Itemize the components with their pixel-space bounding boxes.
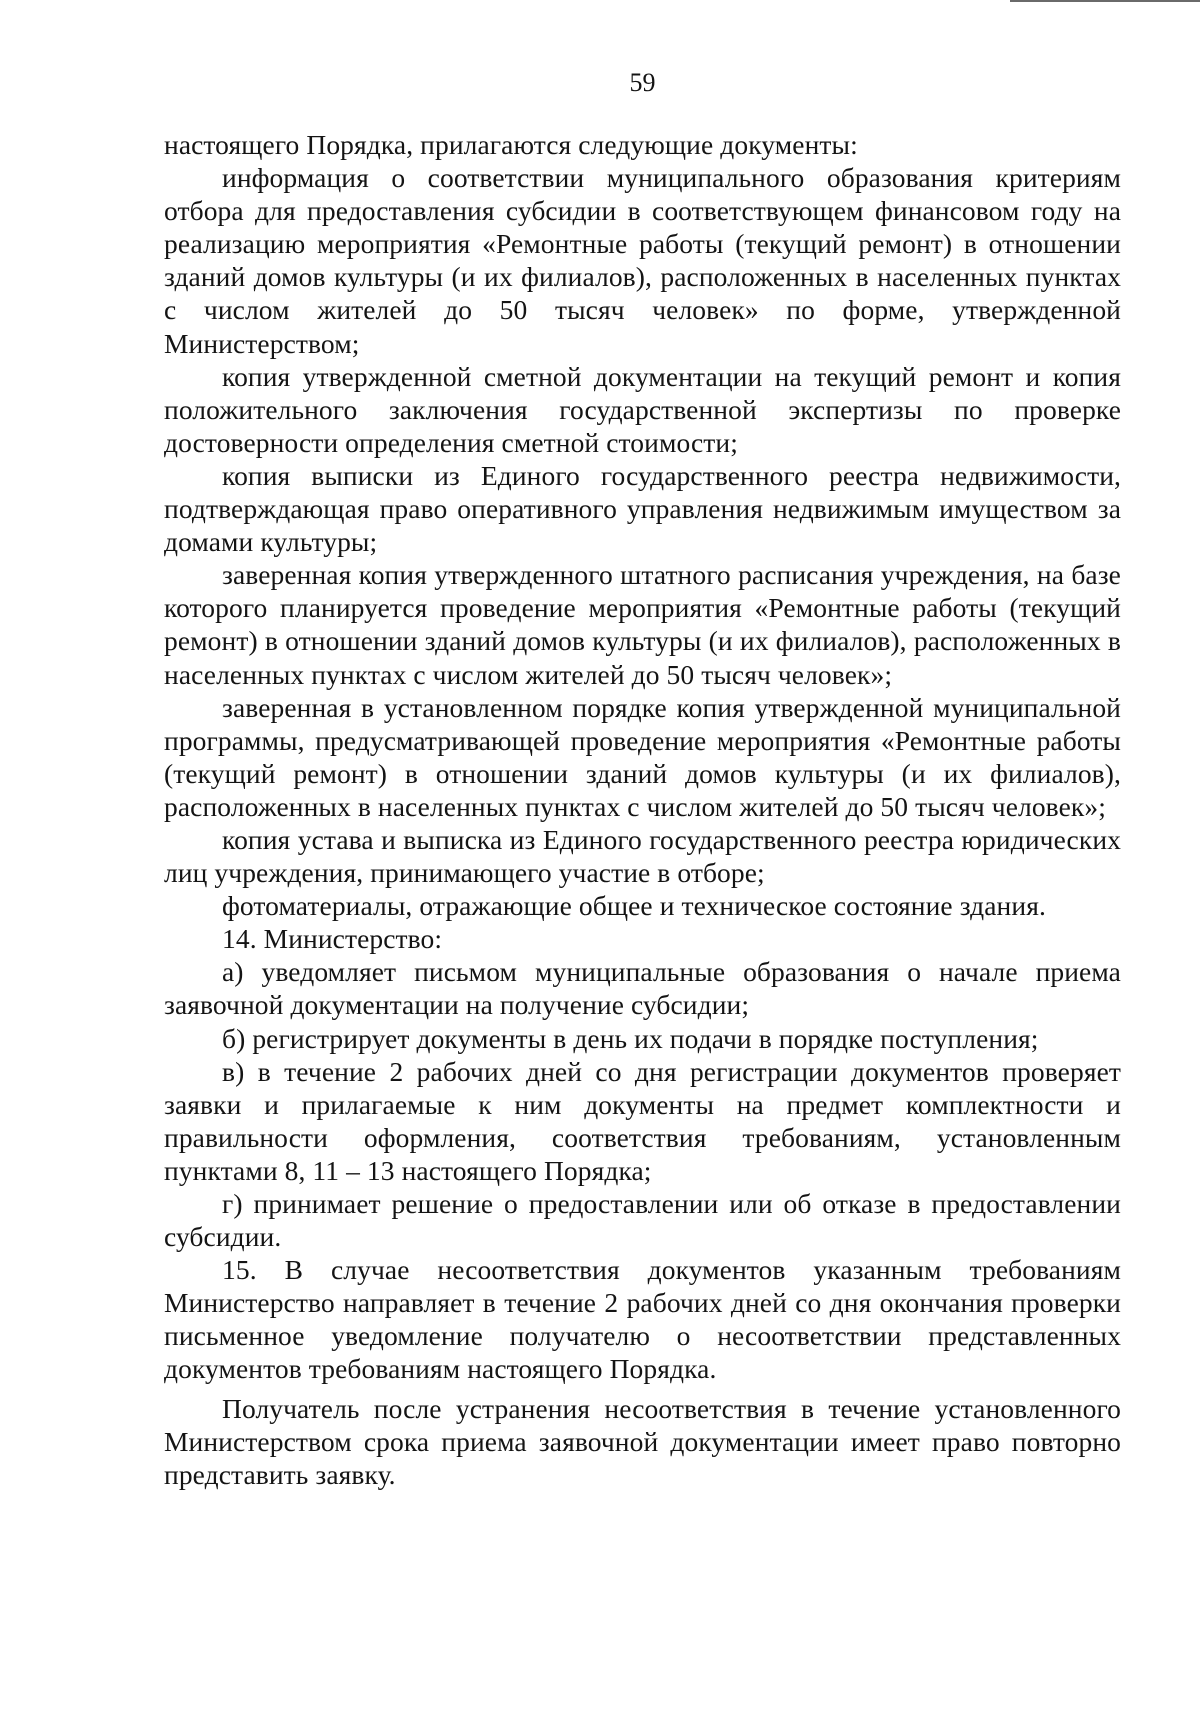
- paragraph-item-15: 15. В случае несоответствия документов указанным требованиям Министерство направляет в течение 2 рабочих дней со дня окончания проверки письменное уведомление получателю о несоответствии представленных документов требованиям настоящего Порядка.: [164, 1254, 1121, 1385]
- paragraph-registry-extract: копия выписки из Единого государственного реестра недвижимости, подтверждающая право оперативного управления недвижимым имуществом за домами культуры;: [164, 459, 1121, 558]
- paragraph-criteria-info: информация о соответствии муниципального образования критериям отбора для предоставления субсидии в соответствующем финансовом году на реализацию мероприятия «Ремонтные работы (текущий ремонт) в отношении зданий домов культуры (и их филиалов), расположенных в населенных пунктах с числом жителей до 50 тысяч человек» по форме, утвержденной Министерством;: [164, 162, 1121, 359]
- paragraph-photo-materials: фотоматериалы, отражающие общее и техническое состояние здания.: [222, 890, 1046, 922]
- paragraph-charter-copy: копия устава и выписка из Единого государственного реестра юридических лиц учреждения, принимающего участие в отборе;: [164, 823, 1121, 889]
- paragraph-estimate-copy: копия утвержденной сметной документации на текущий ремонт и копия положительного заключения государственной экспертизы по проверке достоверности определения сметной стоимости;: [164, 360, 1121, 458]
- paragraph-item-14: 14. Министерство:: [222, 923, 443, 955]
- paragraph-documents-intro: настоящего Порядка, прилагаются следующие документы:: [164, 129, 858, 160]
- scan-edge-line: [1010, 0, 1200, 2]
- paragraph-resubmission: Получатель после устранения несоответствия в течение установленного Министерством срока приема заявочной документации имеет право повторно представить заявку.: [164, 1392, 1121, 1490]
- page-number: 59: [629, 68, 656, 97]
- paragraph-item-14c: в) в течение 2 рабочих дней со дня регистрации документов проверяет заявки и прилагаемые к ним документы на предмет комплектности и правильности оформления, соответствия требованиям, установленным пунктами 8, 11 – 13 настоящего Порядка;: [164, 1055, 1121, 1186]
- paragraph-item-14a: а) уведомляет письмом муниципальные образования о начале приема заявочной документации на получение субсидии;: [164, 956, 1121, 1021]
- paragraph-municipal-program: заверенная в установленном порядке копия утвержденной муниципальной программы, предусматривающей проведение мероприятия «Ремонтные работы (текущий ремонт) в отношении зданий домов культуры (и их филиалов), расположенных в населенных пунктах с числом жителей до 50 тысяч человек»;: [164, 691, 1121, 822]
- paragraph-staff-schedule: заверенная копия утвержденного штатного расписания учреждения, на базе которого планируется проведение мероприятия «Ремонтные работы (текущий ремонт) в отношении зданий домов культуры (и их филиалов), расположенных в населенных пунктах с числом жителей до 50 тысяч человек»;: [164, 559, 1121, 690]
- paragraph-item-14b: б) регистрирует документы в день их подачи в порядке поступления;: [222, 1022, 1039, 1054]
- paragraph-item-14d: г) принимает решение о предоставлении или об отказе в предоставлении субсидии.: [164, 1188, 1121, 1253]
- document-body: [164, 128, 1121, 1491]
